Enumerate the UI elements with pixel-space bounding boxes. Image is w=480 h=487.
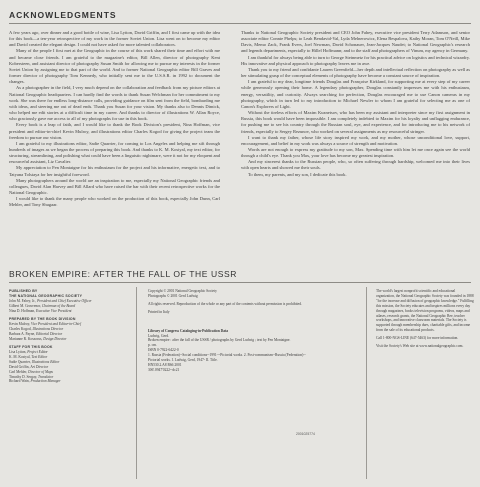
ack-paragraph: Many photographers around the world are an inspiration to me, especially my National Geographic friends and colleagues, David Alan Harvey and Bill Allard who have raised the bar with their recent retrospective works for the National Geographic.: [9, 177, 220, 196]
column-divider: [366, 287, 367, 479]
staff-line: Sadie Quarrier, Illustrations Editor: [9, 359, 60, 364]
officer-line: Gilbert M. Grosvenor, Chairman of the Board: [9, 303, 76, 308]
staff-line: David Griffin, Art Director: [9, 364, 49, 369]
ack-paragraph: My appreciation to Fen Montaigne for his enthusiasm for the project and his informative, energetic text, and to Tatyana Tolstaya for her insightful foreword.: [9, 165, 220, 177]
ack-paragraph: I want to thank my father, whose life story inspired my work, and my mother, whose unconditional love, support, encouragement, and belief in my work was always a source of strength and motivation.: [241, 134, 470, 146]
acknowledgments-right-column: [241, 30, 470, 255]
ack-paragraph: Thanks to National Geographic Society president and CEO John Fahey, executive vice president Terry Adamson, and senior associate editor Connie Phelps; to Leah Bendavid-Val, Lyda Melnerowicz, Elena Bespalova, Kathy Moran, Tom O'Neill, Mike Davis, Memo Zack, Frank Evers, Joel Newman, David Schonauer, Jean-Jacques Naudet; to National Geographic's research and legends departments, especially to Hillel Hoffmann; and to the staff and photographers of Vinum, my agency in Germany.: [241, 30, 470, 54]
title-rule: [9, 282, 471, 283]
officer-line: John M. Fahey, Jr., President and Chief Executive Officer: [9, 298, 92, 303]
dedication: To them, my parents, and my son, I dedicate this book.: [248, 171, 347, 177]
division-line: Marianne R. Koszorus, Design Director: [9, 336, 67, 341]
ack-paragraph: And my sincerest thanks to the Russian people, who, so often suffering through hardship, welcomed me into their lives with open hearts and showed me their souls.: [241, 159, 470, 171]
prepared-by-heading: PREPARED BY THE BOOK DIVISION: [9, 317, 76, 322]
ack-paragraph: Many of the people I first met at the Geographic in the course of this work shared their time and effort with me and became close friends. I am grateful to the magazine's editor, Bill Allen, director of photography Kent Kobersteen, and assistant director of photography Susan Smith for allowing me to pursue my interests in the former Soviet Union by assigning me to that part of the world. And to former National Geographic editor Bill Graves and former director of photography Tom Kennedy, who initially sent me to the U.S.S.R. in 1992 to document the changes.: [9, 48, 220, 85]
cip-block: [148, 329, 310, 373]
ack-paragraph: A few years ago, over dinner and a good bottle of wine, Lisa Lytton, David Griffin, and I first came up with the idea for this book—a ten-year retrospective of my work in the former Soviet Union. Lisa went on to become my editor and David created the elegant design. I could not have asked for more talented collaborators.: [9, 30, 220, 48]
ack-paragraph: Every book is a leap of faith, and I would like to thank the Book Division's president, Nina Hoffman, vice president and editor-in-chief Kevin Mulroy, and illustrations editor Charles Kogod for giving the project team the freedom to pursue our vision.: [9, 122, 220, 140]
cip-line: ISBN 0-7922-6422-0: [148, 348, 179, 353]
rights-statement: All rights reserved. Reproduction of the whole or any part of the contents without permission is prohibited.: [148, 301, 302, 306]
cip-heading: Library of Congress Cataloging-in-Publication Data: [148, 328, 228, 333]
publisher-name: THE NATIONAL GEOGRAPHIC SOCIETY: [9, 293, 83, 298]
copyright-block: [148, 289, 310, 484]
ack-paragraph: Thank you to my friend and confidante Lauren Greenfield—her depth and intellectual reflection on photography as well as her stimulating grasp of the conceptual elements of photography have become a constant source of inspiration.: [241, 66, 470, 79]
cip-line: 1. Russia (Federation)--Social conditions--1991---Pictorial works. 2. Post-communism--Russia (Federation)--Pictorial works. I. Ludwig, Gerd, 1947- II. Title.: [148, 353, 306, 363]
publisher-credits: [9, 289, 119, 484]
ack-paragraph: As a photographer in the field, I very much depend on the collaboration and feedback from my picture editors at National Geographic headquarters. I can hardly find the words to thank Susan Welchman for her commitment to my work. She was there for endless long-distance calls, providing guidance on film sent from the field, bombarding me with ideas, and steering me out of dead ends. Thank you Susan for your vision. My thanks also to Dennis Dimick, who helped me edit stories at a difficult time in my career. And thanks to director of illustrations W. Allan Royce, who graciously gave me access to all of my photographs for use in this book.: [9, 85, 220, 122]
ack-paragraph: I would like to thank the many people who worked on the production of this book, especially John Dunn, Carl Mehler, and Tony Shugaar.: [9, 196, 220, 208]
cip-line: HN530.2.A8 B66 2001: [148, 362, 182, 367]
society-paragraph: The world's largest nonprofit scientific and educational organization, the National Geographic Society was founded in 1888 "for the increase and diffusion of geographic knowledge." Fulfilling this mission, the Society educates and inspires millions every day through magazines, books television programs, videos, maps and atlases, research grants, the National Geographic Bee, teacher workshops, and innovative classroom materials. The Society is supported through membership dues, charitable gifts, and income from the sale of its educational products.: [376, 289, 474, 333]
division-line: Kevin Mulroy, Vice President and Editor-in-Chief: [9, 321, 81, 326]
cip-line: p. cm.: [148, 343, 157, 348]
acknowledgments-left-column: [9, 30, 220, 255]
division-line: Barbara A. Payne, Editorial Director: [9, 331, 63, 336]
staff-line: K. M. Kostyal, Text Editor: [9, 354, 48, 359]
cip-number: 2001025774: [296, 432, 315, 436]
copyright-line: Photographs © 2001 Gerd Ludwig: [148, 293, 198, 298]
cip-line: 306'.0947'0222--dc21: [148, 367, 180, 372]
book-title: BROKEN EMPIRE: AFTER THE FALL OF THE USSR: [9, 269, 238, 279]
staff-line: Carl Mehler, Director of Maps: [9, 369, 53, 374]
officer-line: Nina D. Hoffman, Executive Vice President: [9, 308, 72, 313]
ack-paragraph: I am grateful to my dear, longtime friends Douglas and Françoise Kirkland, for supporting me at every step of my career while generously opening their home. A legendary photographer, Douglas constantly impresses me with his enthusiasm, energy, versatility, and curiosity. Always searching for perfection, Douglas encouraged me to use Canon cameras in my photography, which in turn led to my introduction to Michael Newler to whom I am grateful for selecting me as one of Canon's Explorers of Light.: [241, 79, 470, 109]
ack-paragraph: Words are not enough to express my gratitude to my son, Max. Spending time with him let me once again see the world through a child's eye. Thank you Max, your love has become my greatest inspiration.: [241, 146, 470, 159]
acknowledgments-heading: ACKNOWLEDGMENTS: [9, 10, 117, 20]
staff-line: Richard Wain, Production Manager: [9, 379, 61, 384]
printed-in: Printed in Italy: [148, 309, 170, 314]
cip-line: Broken empire : after the fall of the USSR / photographs by Gerd Ludwig ; text by Fen Montaigne.: [148, 338, 291, 343]
copyright-line: Copyright © 2001 National Geographic Society: [148, 289, 217, 293]
division-line: Charles Kogod, Illustrations Director: [9, 326, 64, 331]
published-by-heading: PUBLISHED BY: [9, 289, 38, 293]
staff-heading: STAFF FOR THIS BOOK: [9, 345, 53, 350]
heading-rule: [9, 23, 471, 24]
society-website: Visit the Society's Web site at www.nationalgeographic.com.: [376, 344, 464, 349]
ack-paragraph: I am grateful to my illustrations editor, Sadie Quarrier, for coming to Los Angeles and helping me sift through hundreds of images as we began the process of preparing this book. And thanks to K. M. Kostyal, my text editor, for structuring, streamlining, and polishing what could have been a linguistic nightmare, were it not for my eloquent and resourceful assistant, Liz Cavalier.: [9, 140, 220, 165]
staff-line: Lisa Lytton, Project Editor: [9, 349, 48, 354]
ack-paragraph: I am thankful for always being able to turn to George Steinmetz for his practical advice on logistics and technical wizardry. His innovative and physical approach to photography leaves me in awe.: [241, 54, 470, 66]
ack-paragraph: Without the tireless efforts of Maxim Kuznetsov, who has been my assistant and interpreter since my first assignment in Russia, this book would have been impossible. I am completely indebted to Maxim for his loyalty and unflagging endurance, for pushing me to see his country through the Russian soul, eye, and experience, and for introducing me to his network of friends, especially to Sergey Rezunov, who worked on several assignments as my resourceful stringer.: [241, 110, 470, 134]
staff-line: Timothy D. Sergay, Translator: [9, 374, 54, 379]
column-divider: [136, 287, 137, 479]
cip-line: Ludwig, Gerd.: [148, 333, 170, 338]
society-description: [376, 289, 474, 484]
society-phone: Call 1-800-NGS-LINE (647-5463) for more information.: [376, 336, 459, 341]
